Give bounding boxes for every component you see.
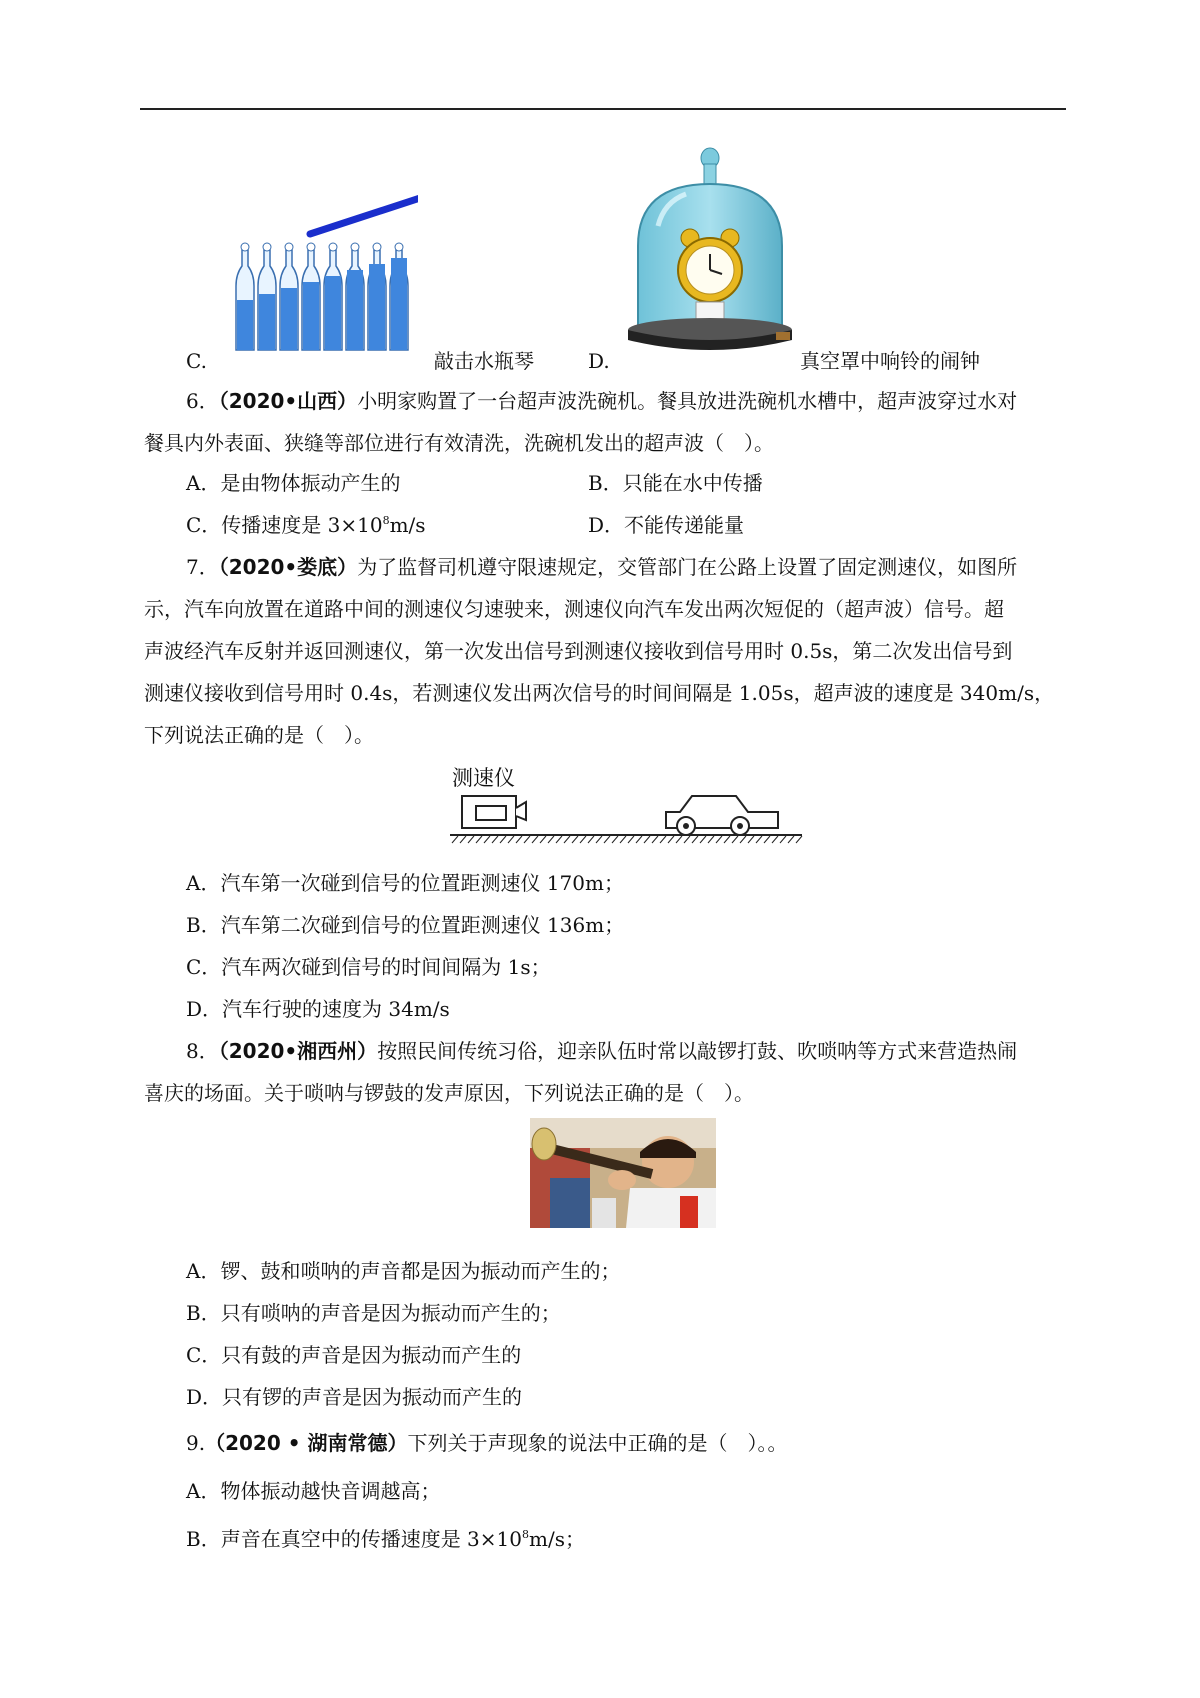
bottle-cap <box>329 243 337 251</box>
bottle-water <box>237 300 253 350</box>
q7-stem-text: 为了监督司机遵守限速规定，交管部门在公路上设置了固定测速仪，如图所 <box>357 555 1018 579</box>
ground-hatch <box>796 836 802 843</box>
q7-option-a: A．汽车第一次碰到信号的位置距测速仪 170m； <box>186 871 624 895</box>
ground-hatch <box>452 836 458 843</box>
q9-option-b-exp: 8 <box>522 1528 529 1541</box>
q7-stem-line3: 声波经汽车反射并返回测速仪，第一次发出信号到测速仪接收到信号用时 0.5s，第二次发出信号到 <box>144 639 1013 663</box>
ground-hatch <box>676 836 682 843</box>
bottle-cap <box>263 243 271 251</box>
ground-hatch <box>740 836 746 843</box>
q8-number: 8． <box>186 1039 219 1063</box>
ground-hatch <box>660 836 666 843</box>
q8-option-c: C．只有鼓的声音是因为振动而产生的 <box>186 1343 522 1367</box>
ground-hatch <box>732 836 738 843</box>
ground-hatch <box>476 836 482 843</box>
bottle-water <box>303 282 319 350</box>
bottle-water <box>369 264 385 350</box>
bottle-cap <box>241 243 249 251</box>
bottle-cap <box>307 243 315 251</box>
ground-hatch <box>788 836 794 843</box>
bottle-water <box>281 288 297 350</box>
bottle-water <box>325 276 341 350</box>
q7-stem-line5: 下列说法正确的是（ ）。 <box>144 723 374 747</box>
ground-hatch <box>644 836 650 843</box>
q7-stem-line4: 测速仪接收到信号用时 0.4s，若测速仪发出两次信号的时间间隔是 1.05s，超声波的速度是 340m/s， <box>144 681 1055 705</box>
ground-hatch <box>716 836 722 843</box>
q6-option-b: B．只能在水中传播 <box>588 471 763 495</box>
ground-hatch <box>516 836 522 843</box>
ground-hatch <box>764 836 770 843</box>
ground-hatch <box>756 836 762 843</box>
ground-hatch <box>636 836 642 843</box>
q9-option-b <box>186 1524 585 1554</box>
q9-number: 9. <box>186 1431 206 1455</box>
q7-stem-line2: 示，汽车向放置在道路中间的测速仪匀速驶来，测速仪向汽车发出两次短促的（超声波）信号。超 <box>144 597 1004 621</box>
ground-hatch <box>628 836 634 843</box>
bottle-water <box>347 270 363 350</box>
ground-hatch <box>564 836 570 843</box>
ground-hatch <box>700 836 706 843</box>
ground-hatch <box>620 836 626 843</box>
bottle-cap <box>373 243 381 251</box>
ground-hatch <box>772 836 778 843</box>
q8-source: （2020•湘西州） <box>218 1039 378 1063</box>
q6-option-c-post: m/s <box>389 513 426 537</box>
ground-hatch <box>500 836 506 843</box>
q9-option-b-post: m/s； <box>529 1527 585 1551</box>
q6-stem-line2: 餐具内外表面、狭缝等部位进行有效清洗，洗碗机发出的超声波（ ）。 <box>144 431 774 455</box>
bottle-water <box>259 294 275 350</box>
water-bottle-xylophone-image <box>232 190 418 354</box>
ground-hatch <box>596 836 602 843</box>
ground-hatch <box>484 836 490 843</box>
q6-option-c-exp: 8 <box>382 514 390 527</box>
option-c-label: C. <box>186 349 207 373</box>
q6-source: （2020•山西） <box>218 389 358 413</box>
option-d-label: D. <box>588 349 610 373</box>
ground-hatch <box>540 836 546 843</box>
q8-option-b: B．只有唢呐的声音是因为振动而产生的； <box>186 1301 561 1325</box>
ground-hatch <box>460 836 466 843</box>
ground-hatch <box>508 836 514 843</box>
bottle-water <box>391 258 407 350</box>
q6-option-c-pre: C．传播速度是 3×10 <box>186 513 383 537</box>
q7-source: （2020•娄底） <box>218 555 358 579</box>
speed-detector-diagram <box>448 790 804 844</box>
bottle-cap <box>351 243 359 251</box>
option-d-text: 真空罩中响铃的闹钟 <box>800 349 980 373</box>
bell-jar-alarm-clock-image <box>626 146 792 354</box>
q8-stem-text: 按照民间传统习俗，迎亲队伍时常以敲锣打鼓、吹唢呐等方式来营造热闹 <box>377 1039 1018 1063</box>
q6-number: 6． <box>186 389 219 413</box>
ground-hatch <box>612 836 618 843</box>
q8-stem-line2: 喜庆的场面。关于唢呐与锣鼓的发声原因，下列说法正确的是（ ）。 <box>144 1081 754 1105</box>
q7-option-c: C．汽车两次碰到信号的时间间隔为 1s； <box>186 955 551 979</box>
q6-option-a: A．是由物体振动产生的 <box>186 471 401 495</box>
ground-hatch <box>580 836 586 843</box>
ground-hatch <box>652 836 658 843</box>
header-rule <box>140 108 1066 110</box>
ground-hatch <box>668 836 674 843</box>
q9-stem-text: 下列关于声现象的说法中正确的是（ ）。。 <box>407 1431 788 1455</box>
q8-option-a: A．锣、鼓和唢呐的声音都是因为振动而产生的； <box>186 1259 621 1283</box>
q6-option-c <box>186 510 426 540</box>
ground-hatch <box>556 836 562 843</box>
q7-option-d: D．汽车行驶的速度为 34m/s <box>186 997 450 1021</box>
suona-player-photo <box>530 1118 716 1228</box>
q7-number: 7． <box>186 555 219 579</box>
bottle-cap <box>395 243 403 251</box>
ground-hatch <box>708 836 714 843</box>
q6-stem-line1 <box>186 386 1017 416</box>
q8-stem-line1 <box>186 1036 1017 1066</box>
ground-hatch <box>468 836 474 843</box>
q7-option-b: B．汽车第二次碰到信号的位置距测速仪 136m； <box>186 913 625 937</box>
ground-hatch <box>780 836 786 843</box>
ground-hatch <box>748 836 754 843</box>
ground-hatch <box>604 836 610 843</box>
speed-detector-label: 测速仪 <box>452 766 515 790</box>
q7-stem-line1 <box>186 552 1017 582</box>
q9-option-a: A．物体振动越快音调越高； <box>186 1479 441 1503</box>
ground-hatch <box>684 836 690 843</box>
ground-hatch <box>692 836 698 843</box>
ground-hatch <box>724 836 730 843</box>
option-c-text: 敲击水瓶琴 <box>434 349 534 373</box>
ground-hatch <box>588 836 594 843</box>
q9-option-b-pre: B．声音在真空中的传播速度是 3×10 <box>186 1527 522 1551</box>
q6-stem-text: 小明家购置了一台超声波洗碗机。餐具放进洗碗机水槽中，超声波穿过水对 <box>357 389 1018 413</box>
bottle-cap <box>285 243 293 251</box>
ground-hatch <box>524 836 530 843</box>
q8-option-d: D．只有锣的声音是因为振动而产生的 <box>186 1385 523 1409</box>
q9-source: （2020 • 湖南常德） <box>205 1431 408 1455</box>
q6-option-d: D．不能传递能量 <box>588 513 745 537</box>
ground-hatch <box>532 836 538 843</box>
ground-hatch <box>492 836 498 843</box>
ground-hatch <box>548 836 554 843</box>
q9-stem <box>186 1428 787 1458</box>
ground-hatch <box>572 836 578 843</box>
